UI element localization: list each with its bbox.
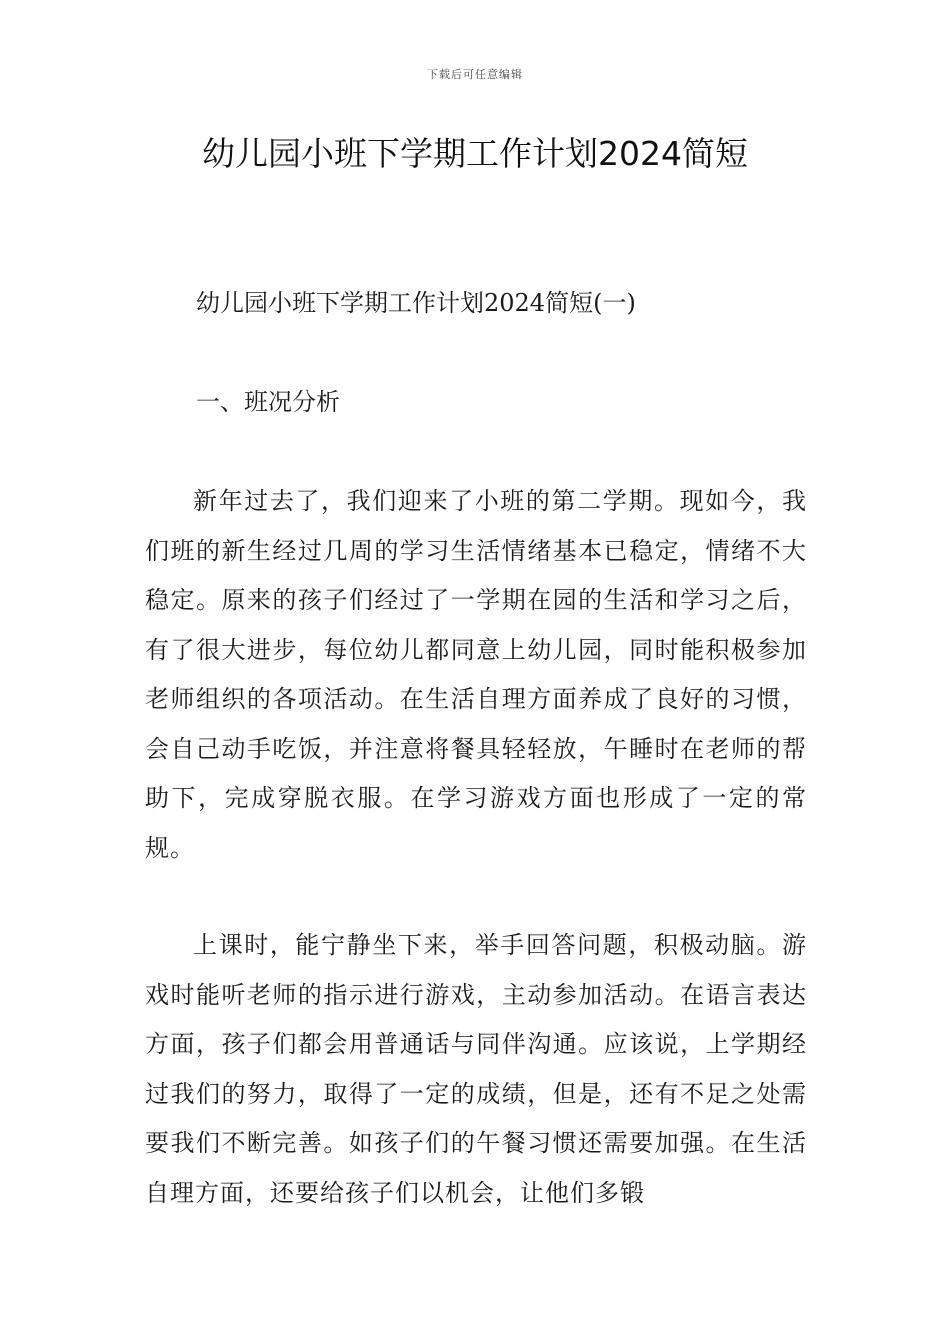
section-heading: 一、班况分析 xyxy=(196,388,340,416)
body-paragraph: 上课时，能宁静坐下来，举手回答问题，积极动脑。游戏时能听老师的指示进行游戏，主动参加活动。在语言表达方面，孩子们都会用普通话与同伴沟通。应该说，上学期经过我们的努力，取得了一定的成绩，但是，还有不足之处需要我们不断完善。如孩子们的午餐习惯还需要加强。在生活自理方面，还要给孩子们以机会，让他们多锻 xyxy=(145,931,807,1207)
document-subtitle: 幼儿园小班下学期工作计划2024简短(一) xyxy=(196,289,636,317)
header-note: 下载后可任意编辑 xyxy=(427,68,523,81)
body-paragraph: 新年过去了，我们迎来了小班的第二学期。现如今，我们班的新生经过几周的学习生活情绪基本已稳定，情绪不大稳定。原来的孩子们经过了一学期在园的生活和学习之后，有了很大进步，每位幼儿都同意上幼儿园，同时能积极参加老师组织的各项活动。在生活自理方面养成了良好的习惯，会自己动手吃饭，并注意将餐具轻轻放，午睡时在老师的帮助下，完成穿脱衣服。在学习游戏方面也形成了一定的常规。 xyxy=(145,487,807,862)
document-title: 幼儿园小班下学期工作计划2024简短 xyxy=(202,134,748,173)
